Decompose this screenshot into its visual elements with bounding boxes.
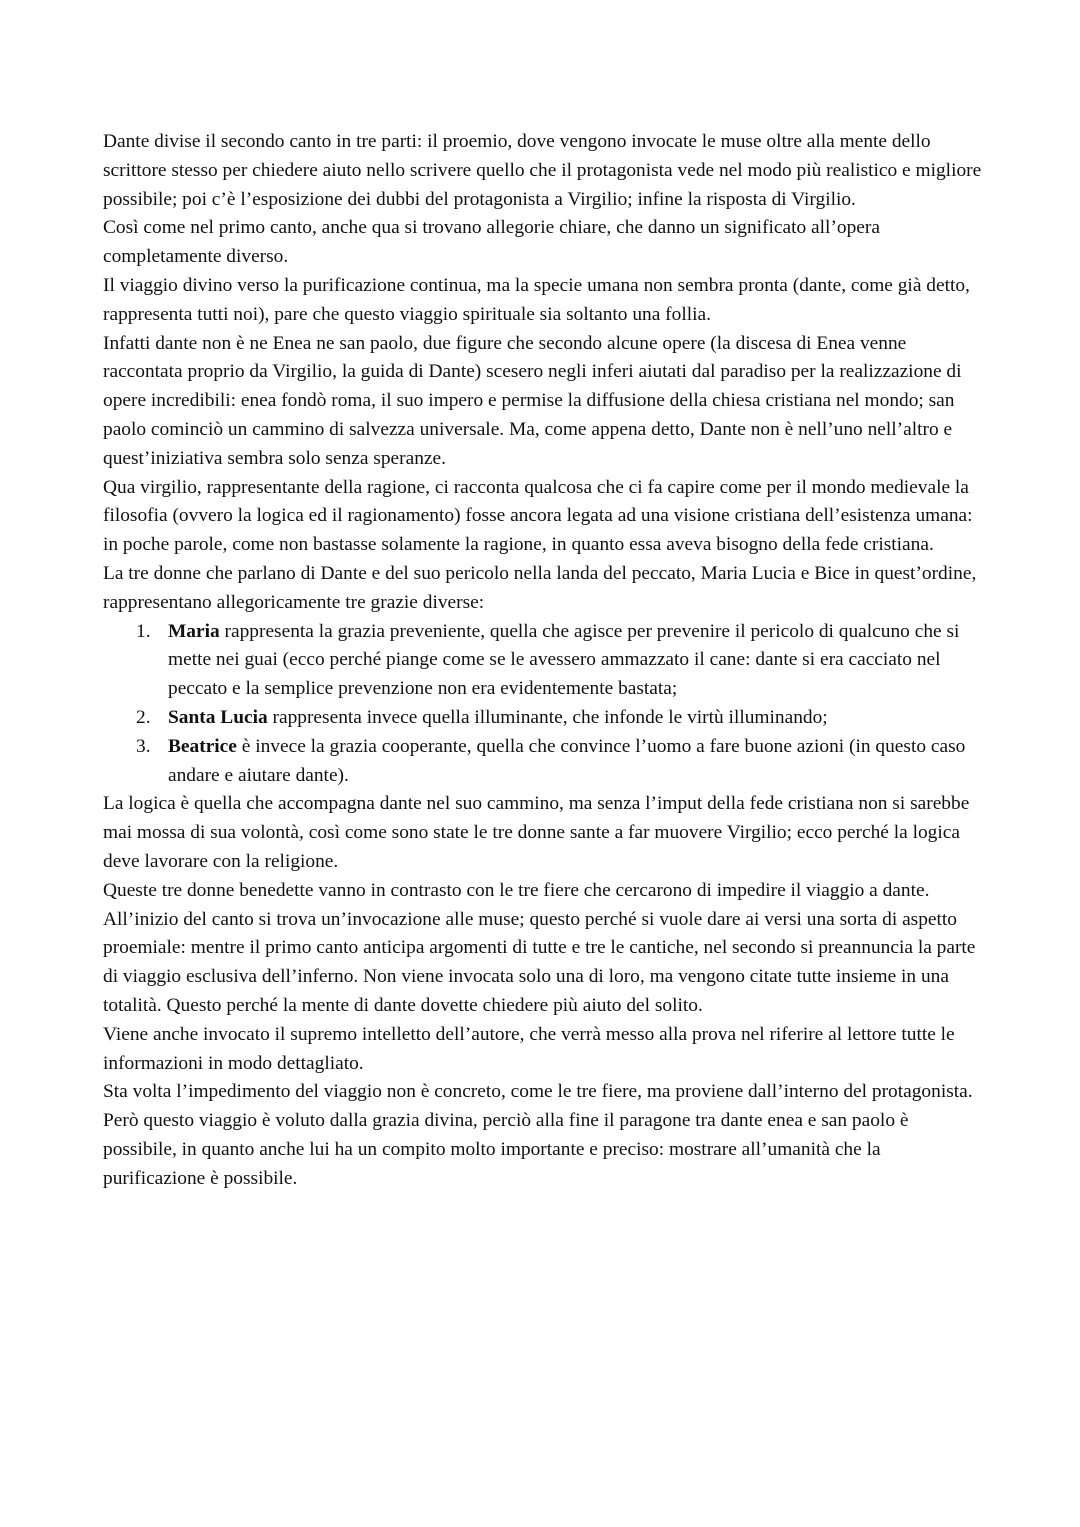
paragraph: Così come nel primo canto, anche qua si trovano allegorie chiare, che danno un significato all’opera completamente diverso. bbox=[103, 217, 880, 268]
paragraph: Sta volta l’impedimento del viaggio non è concreto, come le tre fiere, ma proviene dall’interno del protagonista. bbox=[103, 1081, 973, 1103]
paragraph: Viene anche invocato il supremo intelletto dell’autore, che verrà messo alla prova nel riferire al lettore tutte le informazioni in modo dettagliato. bbox=[103, 1023, 955, 1074]
document-body bbox=[103, 128, 983, 1193]
paragraph: Qua virgilio, rappresentante della ragione, ci racconta qualcosa che ci fa capire come per il mondo medievale la filosofia (ovvero la logica ed il ragionamento) fosse ancora legata ad una visione cristiana dell’esistenza umana: in poche parole, come non bastasse solamente la ragione, in quanto essa aveva bisogno della fede cristiana. bbox=[103, 476, 973, 556]
paragraph: All’inizio del canto si trova un’invocazione alle muse; questo perché si vuole dare ai versi una sorta di aspetto proemiale: mentre il primo canto anticipa argomenti di tutte e tre le cantiche, nel secondo si preannuncia la parte di viaggio esclusiva dell’inferno. Non viene invocata solo una di loro, ma vengono citate tutte insieme in una totalità. Questo perché la mente di dante dovette chiedere più aiuto del solito. bbox=[103, 908, 976, 1016]
list-item-beatrice bbox=[103, 733, 983, 791]
list-number: 3. bbox=[136, 735, 151, 757]
list-item-santa-lucia bbox=[103, 704, 983, 733]
paragraph: Il viaggio divino verso la purificazione continua, ma la specie umana non sembra pronta (dante, come già detto, rappresenta tutti noi), pare che questo viaggio spirituale sia soltanto una follia. bbox=[103, 274, 970, 325]
paragraph: La tre donne che parlano di Dante e del suo pericolo nella landa del peccato, Maria Lucia e Bice in quest’ordine, rappresentano allegoricamente tre grazie diverse: bbox=[103, 562, 977, 613]
paragraph: La logica è quella che accompagna dante nel suo cammino, ma senza l’imput della fede cristiana non si sarebbe mai mossa di sua volontà, così come sono state le tre donne sante a far muovere Virgilio; ecco perché la logica deve lavorare con la religione. bbox=[103, 793, 970, 872]
list-term: Santa Lucia bbox=[168, 706, 268, 728]
list-number: 2. bbox=[136, 706, 151, 728]
paragraph: Infatti dante non è ne Enea ne san paolo, due figure che secondo alcune opere (la discesa di Enea venne raccontata proprio da Virgilio, la guida di Dante) scesero negli inferi aiutati dal paradiso per la realizzazione di opere incredibili: enea fondò roma, il suo impero e permise la diffusione della chiesa cristiana nel mondo; san paolo cominciò un cammino di salvezza universale. Ma, come appena detto, Dante non è nell’uno nell’altro e quest’iniziativa sembra solo senza speranze. bbox=[103, 332, 962, 469]
list-text: è invece la grazia cooperante, quella che convince l’uomo a fare buone azioni (in questo caso andare e aiutare dante). bbox=[168, 735, 966, 786]
list-text: rappresenta la grazia preveniente, quella che agisce per prevenire il pericolo di qualcuno che si mette nei guai (ecco perché piange come se le avessero ammazzato il cane: dante si era cacciato nel peccato e la semplice prevenzione non era evidentemente bastata; bbox=[168, 620, 960, 700]
list-item-maria bbox=[103, 618, 983, 704]
paragraph: Queste tre donne benedette vanno in contrasto con le tre fiere che cercarono di impedire il viaggio a dante. bbox=[103, 879, 930, 901]
list-term: Beatrice bbox=[168, 735, 237, 757]
list-term: Maria bbox=[168, 620, 220, 642]
list-number: 1. bbox=[136, 620, 151, 642]
list-text: rappresenta invece quella illuminante, che infonde le virtù illuminando; bbox=[267, 706, 828, 728]
graces-list bbox=[103, 618, 983, 791]
paragraph: Però questo viaggio è voluto dalla grazia divina, perciò alla fine il paragone tra dante enea e san paolo è possibile, in quanto anche lui ha un compito molto importante e preciso: mostrare all’umanità che la purificazione è possibile. bbox=[103, 1110, 909, 1189]
paragraph: Dante divise il secondo canto in tre parti: il proemio, dove vengono invocate le muse oltre alla mente dello scrittore stesso per chiedere aiuto nello scrivere quello che il protagonista vede nel modo più realistico e migliore possibile; poi c’è l’esposizione dei dubbi del protagonista a Virgilio; infine la risposta di Virgilio. bbox=[103, 131, 982, 210]
